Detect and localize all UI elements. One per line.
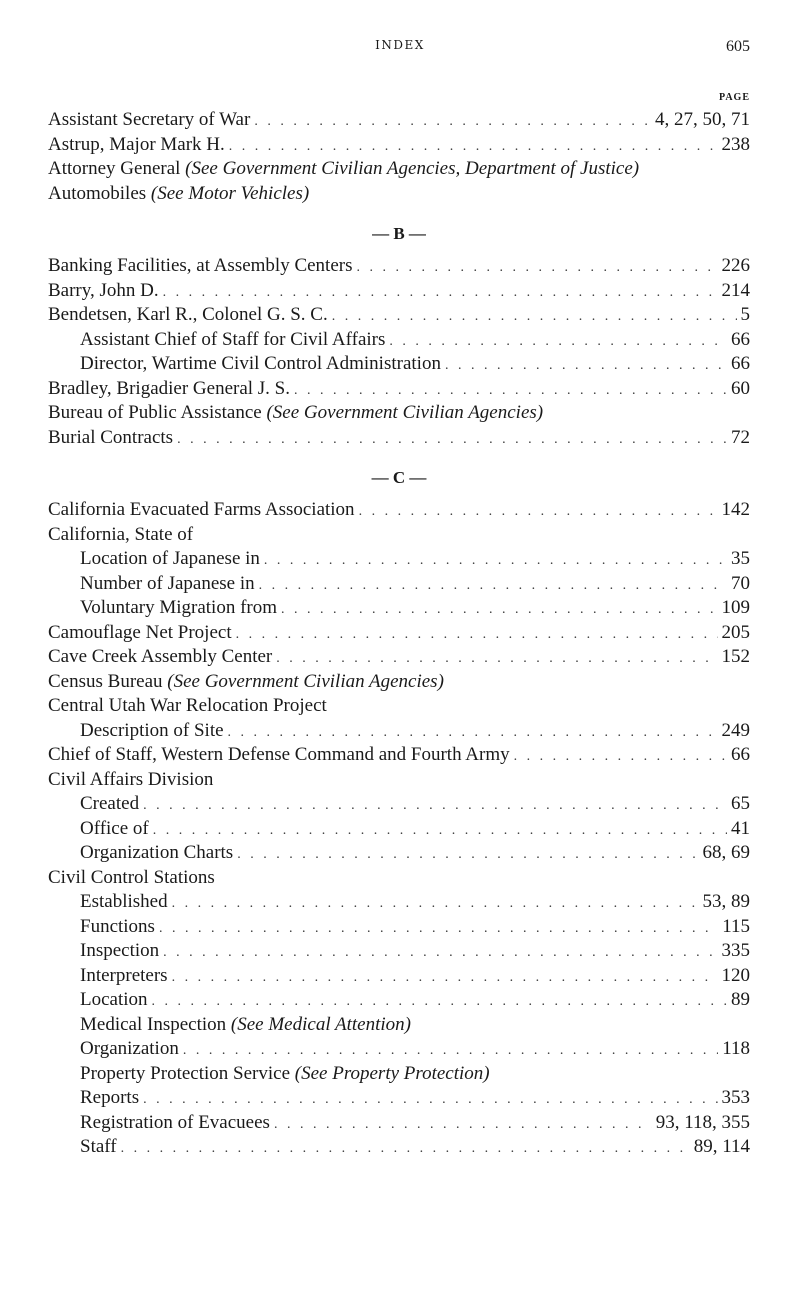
leader-dots xyxy=(445,354,727,379)
entry-term: Description of Site xyxy=(80,719,224,741)
leader-dots xyxy=(172,966,718,991)
entry-term: Chief of Staff, Western Defense Command and Fourth Army xyxy=(48,744,510,765)
running-head xyxy=(0,38,800,58)
entry-with-cross-reference xyxy=(80,1062,490,1087)
index-subentry xyxy=(48,1062,750,1087)
index-entry xyxy=(48,621,750,646)
see-reference: (See Government Civilian Agencies) xyxy=(167,670,444,692)
leader-dots xyxy=(163,941,717,966)
index-entry xyxy=(48,670,750,695)
index-subentry xyxy=(48,719,750,744)
entry-term: Barry, John D. xyxy=(48,279,159,301)
see-reference: (See Medical Attention) xyxy=(230,1013,411,1035)
page-references: 353 xyxy=(721,1087,750,1108)
index-entry xyxy=(48,523,750,548)
entry-term: Director, Wartime Civil Control Administration xyxy=(80,353,441,374)
section-heading: — C — xyxy=(371,468,427,487)
see-reference: (See Property Protection) xyxy=(294,1062,490,1084)
index-entry xyxy=(48,108,750,133)
index-subentry xyxy=(48,1135,750,1160)
entry-term: Bendetsen, Karl R., Colonel G. S. C. xyxy=(48,304,328,325)
index-entry xyxy=(48,303,750,328)
leader-dots xyxy=(332,305,737,330)
index-entry xyxy=(48,133,750,158)
entry-term: Location of Japanese in xyxy=(80,548,260,569)
page-references: 68, 69 xyxy=(702,842,750,863)
entry-term: California Evacuated Farms Association xyxy=(48,499,355,520)
entry-term: California, State of xyxy=(48,523,194,545)
index-subentry xyxy=(48,915,750,940)
index-entry xyxy=(48,498,750,523)
index-entry xyxy=(48,743,750,768)
leader-dots xyxy=(121,1137,690,1162)
entry-term: Staff xyxy=(80,1136,117,1157)
index-subentry xyxy=(48,964,750,989)
entry-term: Interpreters xyxy=(80,964,168,986)
page-references: 109 xyxy=(721,597,750,618)
entry-term: Civil Affairs Division xyxy=(48,768,214,790)
index-subentry xyxy=(48,841,750,866)
page-references: 118 xyxy=(722,1038,750,1059)
page-references: 72 xyxy=(731,426,750,448)
page-references: 35 xyxy=(731,548,750,569)
leader-dots xyxy=(177,428,727,453)
entry-with-cross-reference xyxy=(48,670,444,695)
entry-term: Census Bureau xyxy=(48,670,163,692)
page-references: 5 xyxy=(740,304,750,325)
leader-dots xyxy=(389,330,727,355)
page-references: 66 xyxy=(731,328,750,350)
leader-dots xyxy=(153,819,727,844)
entry-term: Inspection xyxy=(80,940,160,961)
page-references: 205 xyxy=(721,621,750,643)
leader-dots xyxy=(143,794,727,819)
page-references: 66 xyxy=(731,353,750,374)
entry-with-cross-reference xyxy=(80,1013,411,1038)
leader-dots xyxy=(294,379,727,404)
page-references: 89, 114 xyxy=(693,1136,750,1157)
leader-dots xyxy=(228,721,718,746)
leader-dots xyxy=(229,135,718,160)
leader-dots xyxy=(236,623,718,648)
index-subentry xyxy=(48,890,750,915)
index-entry xyxy=(48,866,750,891)
index-entry xyxy=(48,279,750,304)
entry-term: Cave Creek Assembly Center xyxy=(48,646,273,667)
index-subentry xyxy=(48,1037,750,1062)
entry-term: Central Utah War Relocation Project xyxy=(48,695,327,716)
page-references: 226 xyxy=(721,255,750,276)
page-references: 120 xyxy=(721,964,750,986)
page-references: 53, 89 xyxy=(702,891,750,912)
index-subentry xyxy=(48,792,750,817)
entry-with-cross-reference xyxy=(48,401,543,426)
index-entry xyxy=(48,377,750,402)
entry-term: Established xyxy=(80,891,168,912)
entry-term: Bureau of Public Assistance xyxy=(48,402,262,423)
page-references: 4, 27, 50, 71 xyxy=(655,109,750,130)
entry-term: Organization Charts xyxy=(80,842,234,863)
page-references: 335 xyxy=(721,940,750,961)
page-references: 142 xyxy=(721,499,750,520)
entry-term: Voluntary Migration from xyxy=(80,597,278,618)
leader-dots xyxy=(274,1113,652,1138)
entry-term: Organization xyxy=(80,1038,179,1059)
index-subentry xyxy=(48,1111,750,1136)
page-column-label: PAGE xyxy=(718,92,750,103)
entry-term: Assistant Chief of Staff for Civil Affairs xyxy=(80,328,386,350)
entry-with-cross-reference xyxy=(48,182,309,207)
page-references: 41 xyxy=(731,817,750,839)
leader-dots xyxy=(359,500,718,525)
leader-dots xyxy=(264,549,727,574)
page-references: 60 xyxy=(731,377,750,399)
index-entry xyxy=(48,254,750,279)
leader-dots xyxy=(237,843,698,868)
index-subentry xyxy=(48,988,750,1013)
see-reference: (See Motor Vehicles) xyxy=(150,182,310,204)
entry-term: Number of Japanese in xyxy=(80,572,255,594)
page-references: 89 xyxy=(731,989,750,1010)
index-subentry xyxy=(48,328,750,353)
page-number: 605 xyxy=(726,38,750,55)
leader-dots xyxy=(276,647,717,672)
index-entry xyxy=(48,426,750,451)
page-references: 115 xyxy=(722,915,750,937)
leader-dots xyxy=(514,745,727,770)
entry-term: Attorney General xyxy=(48,158,181,179)
entry-term: Registration of Evacuees xyxy=(80,1111,270,1133)
index-entry xyxy=(48,694,750,719)
entry-term: Astrup, Major Mark H. xyxy=(48,133,225,155)
index-entry xyxy=(48,182,750,207)
running-title: INDEX xyxy=(375,38,425,52)
entry-term: Assistant Secretary of War xyxy=(48,109,251,130)
leader-dots xyxy=(254,110,651,135)
index-entry xyxy=(48,768,750,793)
page-references: 152 xyxy=(721,646,750,667)
entry-term: Office of xyxy=(80,817,149,839)
index-entry xyxy=(48,157,750,182)
entry-term: Reports xyxy=(80,1087,140,1108)
section-heading: — B — xyxy=(372,224,426,243)
page-references: 93, 118, 355 xyxy=(655,1111,750,1133)
leader-dots xyxy=(183,1039,718,1064)
index-subentry xyxy=(48,596,750,621)
entry-term: Civil Control Stations xyxy=(48,866,215,888)
entry-term: Burial Contracts xyxy=(48,426,174,448)
leader-dots xyxy=(259,574,727,599)
entry-term: Medical Inspection xyxy=(80,1013,227,1035)
entry-term: Automobiles xyxy=(48,182,147,204)
leader-dots xyxy=(163,281,718,306)
index-list xyxy=(48,108,750,1160)
index-entry xyxy=(48,645,750,670)
entry-term: Banking Facilities, at Assembly Centers xyxy=(48,255,353,276)
page-references: 214 xyxy=(721,279,750,301)
entry-with-cross-reference xyxy=(48,157,639,182)
leader-dots xyxy=(152,990,727,1015)
index-subentry xyxy=(48,547,750,572)
leader-dots xyxy=(159,917,718,942)
page-references: 249 xyxy=(721,719,750,741)
entry-term: Location xyxy=(80,989,148,1010)
page-references: 65 xyxy=(731,793,750,814)
entry-term: Bradley, Brigadier General J. S. xyxy=(48,377,290,399)
leader-dots xyxy=(143,1088,717,1113)
entry-term: Property Protection Service xyxy=(80,1062,291,1084)
leader-dots xyxy=(357,256,718,281)
leader-dots xyxy=(281,598,717,623)
leader-dots xyxy=(172,892,699,917)
index-subentry xyxy=(48,939,750,964)
index-subentry xyxy=(48,1086,750,1111)
entry-term: Created xyxy=(80,793,140,814)
entry-term: Functions xyxy=(80,915,155,937)
page-references: 70 xyxy=(731,572,750,594)
page-references: 66 xyxy=(731,744,750,765)
entry-term: Camouflage Net Project xyxy=(48,621,232,643)
see-reference: (See Government Civilian Agencies) xyxy=(266,402,544,423)
index-subentry xyxy=(48,572,750,597)
index-subentry xyxy=(48,1013,750,1038)
index-subentry xyxy=(48,817,750,842)
see-reference: (See Government Civilian Agencies, Department of Justice) xyxy=(185,158,640,179)
page-references: 238 xyxy=(721,133,750,155)
index-entry xyxy=(48,401,750,426)
index-subentry xyxy=(48,352,750,377)
